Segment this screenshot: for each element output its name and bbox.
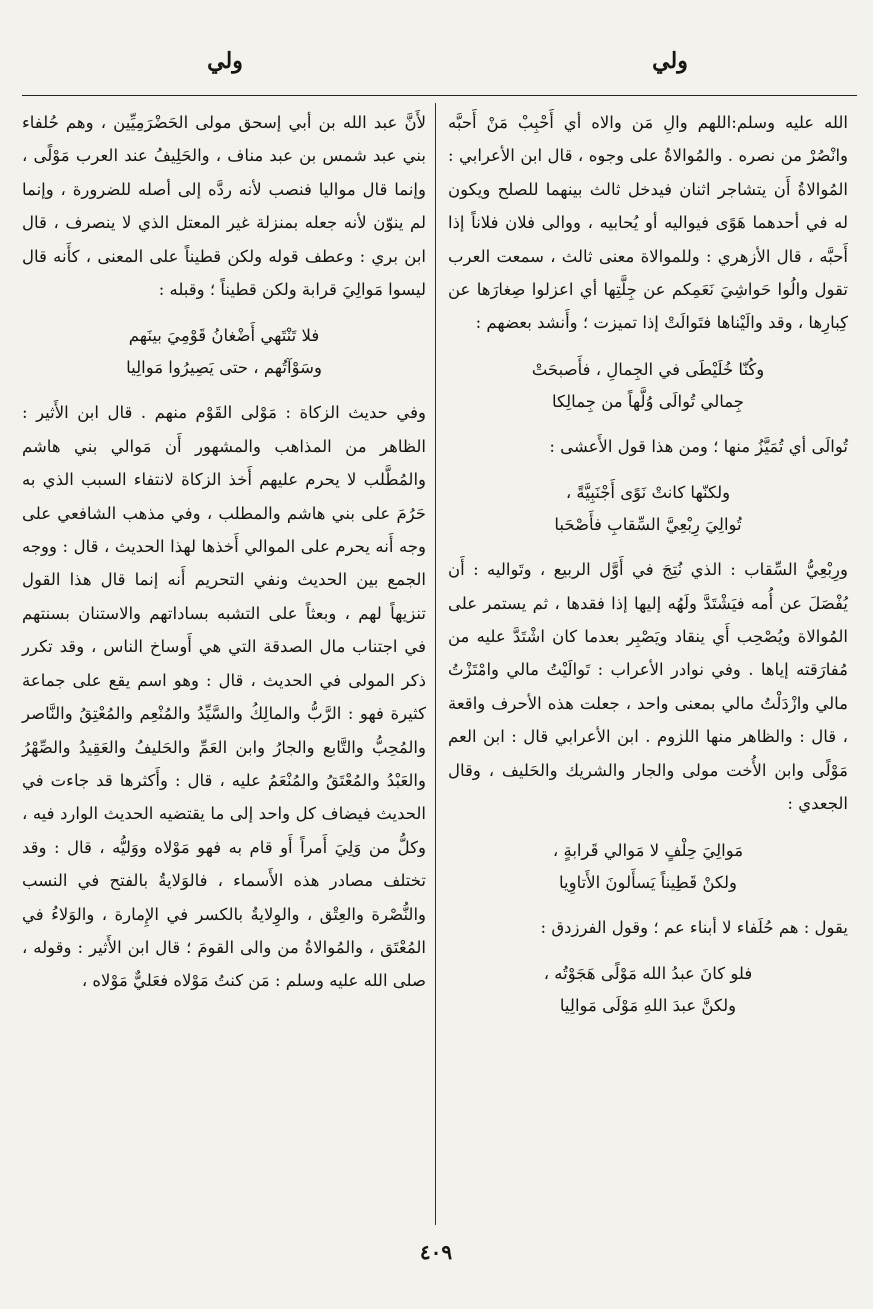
verse	[448, 835, 848, 899]
header-rule	[22, 95, 857, 96]
verse	[448, 477, 848, 541]
running-headword-left: ولي	[207, 48, 243, 74]
verse	[22, 320, 426, 384]
running-headword-right: ولي	[652, 48, 688, 74]
paragraph: وفي حديث الزكاة : مَوْلى القَوْم منهم . قال ابن الأَثير : الظاهر من المذاهب والمشهور أَن مَوالي بني هاشم والمُطَّلب لا يحرم عليهم أَخذ الزكاة لانتفاء السبب الذي به حَرُمَ على بني هاشم والمطلب ، وفي مذهب الشافعي على وجه أَنه يحرم على الموالي أَخذها لهذا الحديث ، قال : ووجه الجمع بين الحديث ونفي التحريم أَنه إنما قال هذا القول تنزيهاً لهم ، وبعثاً على التشبه بساداتهم والاستنان بسنتهم في اجتناب مال الصدقة التي هي أَوساخ الناس ، وقد تكرر ذكر المولى في الحديث ، قال : وهو اسم يقع على جماعة كثيرة فهو : الرَّبُّ والمالِكُ والسَّيِّدُ والمُنْعِم والمُعْتِقُ والنَّاصر والمُحِبُّ والتَّابع والجارُ وابن العَمِّ والحَليفُ والعَقِيدُ والصِّهْرُ والعَبْدُ والمُعْتَقُ والمُنْعَمُ عليه ، قال : وأَكثرها قد جاءت في الحديث فيضاف كل واحد إلى ما يقتضيه الحديث الوارد فيه ، وكلُّ من وَلِيَ أَمراً أَو قام به فهو مَوْلاه ووَليُّه ، قال : وقد تختلف مصادر هذه الأَسماء ، فالوَلايةُ بالفتح في النسب والنُّصْرة والعِتْق ، والوِلايةُ بالكسر في الإِمارة ، والوَلاءُ في المُعْتَق ، والمُوالاةُ من والى القومَ ؛ قال ابن الأَثير : وقوله ، صلى الله عليه وسلم : مَن كنتُ مَوْلاه فعَليٌّ مَوْلاه ،	[22, 403, 426, 991]
paragraph: يقول : هم حُلَفاء لا أبناء عم ؛ وقول الفرزدق :	[540, 917, 848, 937]
column-divider	[435, 103, 436, 1225]
verse-line: جِمالي تُوالَى وُلَّهاً من جِمالِكا	[552, 391, 744, 411]
verse-line: وكُنّا خُلَيْطَى في الجِمالِ ، فأَصبحَتْ	[531, 359, 765, 379]
paragraph: الله عليه وسلم:اللهم والِ مَن والاه أي أَحْبِبْ مَنْ أَحبَّه وانْصُرْ من نصره . والمُوالاةُ على وجوه ، قال ابن الأعرابي : المُوالاةُ أَن يتشاجر اثنان فيدخل ثالث بينهما للصلح ويكون له في أحدهما هَوًى فيواليه أو يُحابيه ، ووالى فلان فلاناً إذا أَحبَّه ، قال الأزهري : وللموالاة معنى ثالث ، سمعت العرب تقول والُوا حَواشِيَ نَعَمِكم عن جِلَّتِها أي اعزلوا صِغارَها عن كِبارِها ، وقد والَيْناها فتَوالَتْ إذا تميزت ؛ وأَنشد بعضهم :	[448, 113, 848, 333]
right-column	[448, 106, 848, 1034]
verse	[448, 354, 848, 418]
page-number: ٤٠٩	[419, 1240, 453, 1264]
paragraph: لأَنَّ عبد الله بن أبي إسحق مولى الحَضْرَمِيِّين ، وهم حُلفاء بني عبد شمس بن عبد مناف ، والحَلِيفُ عند العرب مَوْلًى ، وإنما قال مواليا فنصب لأنه ردَّه إلى أصله للضرورة ، وإنما لم ينوّن لأنه جعله بمنزلة غير المعتل الذي لا ينصرف ، قال ابن بري : وعطف قوله ولكن قطيناً على المعنى ، كأَنه قال ليسوا مَوالِيَ قرابة ولكن قطيناً ؛ وقبله :	[22, 113, 426, 300]
paragraph: تُوالَى أي تُمَيَّزُ منها ؛ ومن هذا قول الأَعشى :	[549, 436, 848, 456]
verse-line: ولكنْ قَطِيناً يَسأَلونَ الأَتاوِيا	[558, 872, 738, 892]
verse	[448, 958, 848, 1022]
left-column	[22, 106, 426, 998]
verse-line: فلا تَنْتَهي أَضْغانُ قَوْمِيَ بينَهم	[128, 326, 320, 346]
verse-line: ولكنَّ عبدَ اللهِ مَوْلَى مَوالِيا	[559, 995, 737, 1015]
verse-line: ولكنّها كانتْ نَوًى أَجْنَبِيَّةً ،	[565, 483, 731, 503]
verse-line: تُوالِيَ رِبْعِيَّ السِّقابِ فأَصْحَبا	[554, 515, 742, 535]
verse-line: فلو كانَ عبدُ الله مَوْلًى هَجَوْتُه ،	[543, 963, 753, 983]
verse-line: وسَوْآتُهم ، حتى يَصِيرُوا مَوالِيا	[126, 358, 322, 378]
paragraph: ورِبْعِيُّ السِّقاب : الذي نُتِجَ في أَوَّل الربيع ، وتَواليه : أَن يُفْصَلَ عن أُمه فيَشْتَدَّ ولَهُه إليها إذا فقدها ، ثم يستمر على المُوالاة ويُصْحِب أَي ينقاد ويَصْبِر بعدما كان اشْتَدَّ عليه من مُفارَقته إياها . وفي نوادر الأعراب : تَوالَيْتُ مالي وامْتَزْتُ مالي وازْدَلْتُ مالي بمعنى واحد ، جعلت هذه الأحرف واقعة ، قال : والظاهر منها اللزوم . ابن الأعرابي قال : ابن العم مَوْلًى وابن الأُخت مولى والجار والشريك والحَليف ، وقال الجعدي :	[448, 560, 848, 814]
verse-line: مَوالِيَ حِلْفٍ لا مَوالي قَرابةٍ ،	[552, 840, 744, 860]
